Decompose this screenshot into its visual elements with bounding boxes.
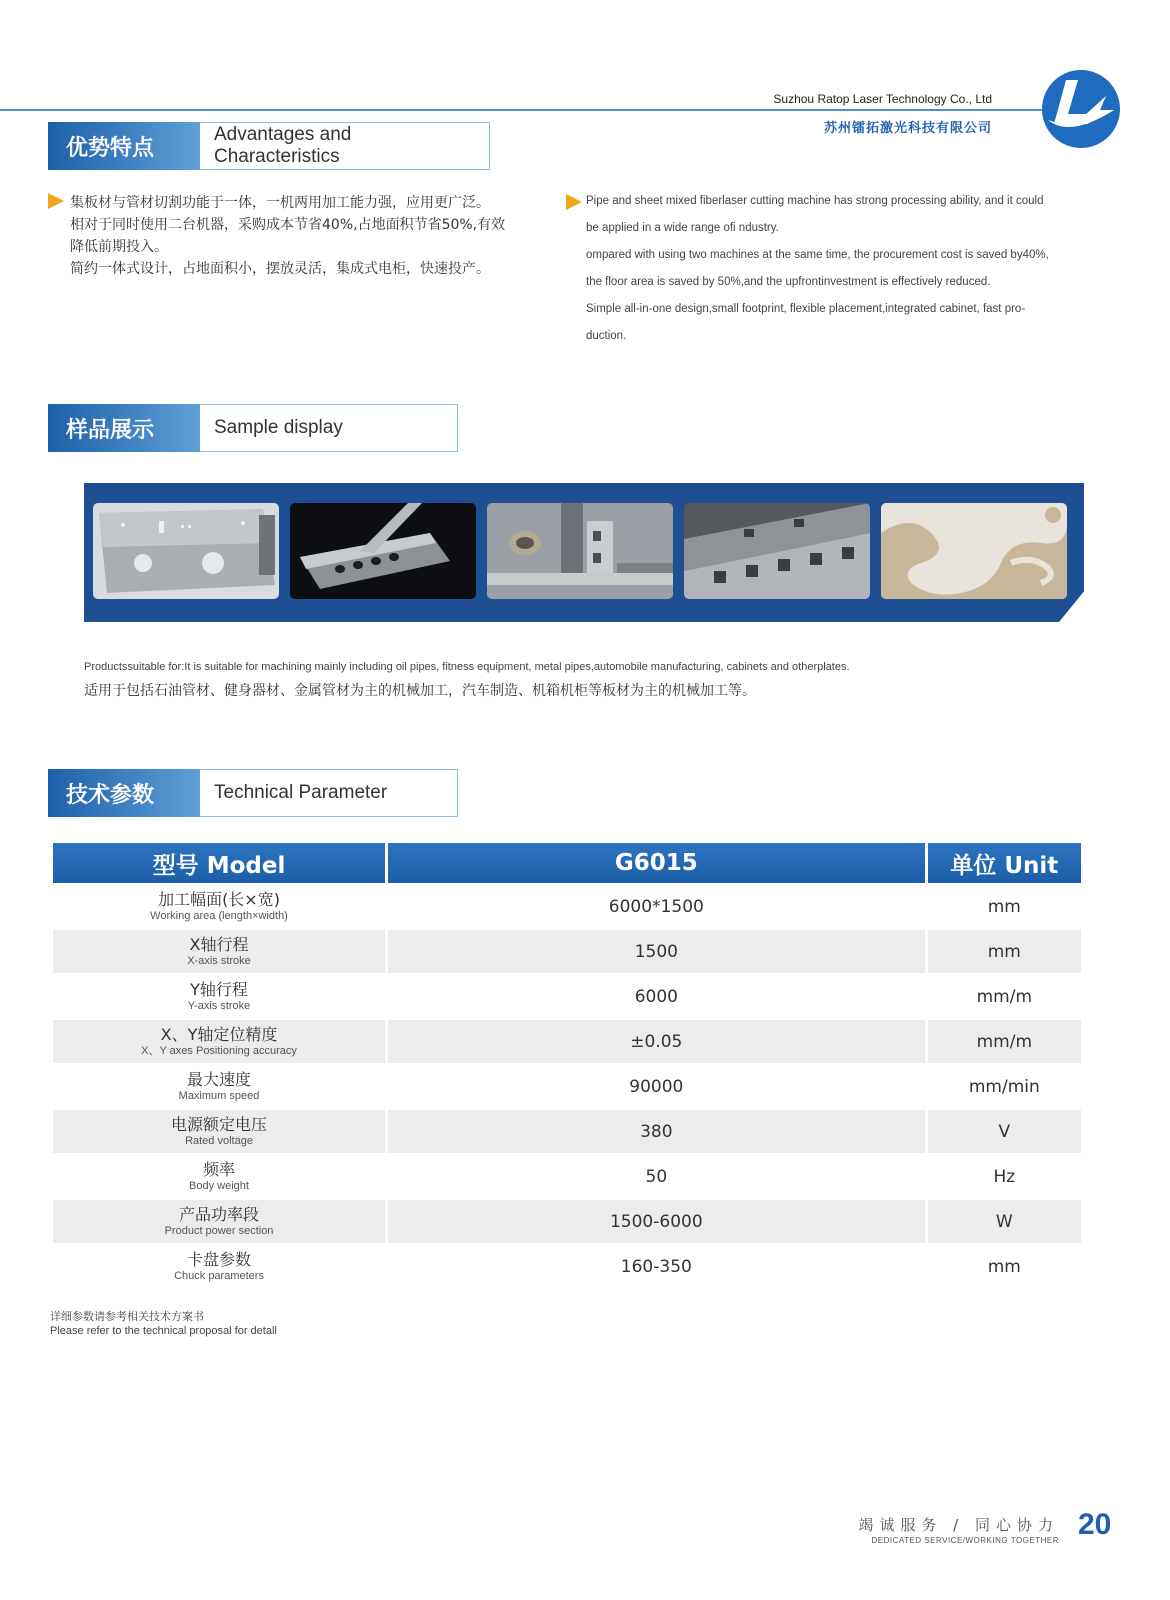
header-unit: 单位 Unit	[928, 843, 1081, 883]
param-name-en: Body weight	[189, 1180, 249, 1192]
param-value: 50	[388, 1155, 925, 1198]
param-name-en: X、Y axes Positioning accuracy	[141, 1045, 297, 1057]
param-name-cn: Y轴行程	[190, 980, 248, 999]
advantages-cn-line: 简约一体式设计，占地面积小，摆放灵活，集成式电柜，快速投产。	[70, 261, 490, 277]
param-unit: mm	[928, 1245, 1081, 1288]
param-name-cn: 最大速度	[187, 1070, 252, 1089]
page-number: 20	[1078, 1508, 1112, 1541]
company-name-en: Suzhou Ratop Laser Technology Co., Ltd	[773, 92, 992, 106]
param-name	[53, 1065, 385, 1108]
param-name-cn: 卡盘参数	[187, 1250, 252, 1269]
param-unit: mm	[928, 930, 1081, 973]
advantages-en-line: ompared with using two machines at the same time, the procurement cost is saved by40%,	[586, 249, 1049, 261]
param-name	[53, 930, 385, 973]
param-value: 160-350	[388, 1245, 925, 1288]
table-row	[53, 1155, 1081, 1198]
advantages-heading	[48, 122, 490, 170]
param-name	[53, 885, 385, 928]
sample-image-decorative-panel	[881, 503, 1067, 599]
proposal-note-cn: 详细参数请参考相关技术方案书	[50, 1311, 204, 1323]
param-name-cn: 电源额定电压	[171, 1115, 268, 1134]
ratop-logo-icon	[1040, 68, 1122, 150]
advantages-title-cn: 优势特点	[48, 122, 200, 170]
footer-slogan-cn: 竭诚服务 / 同心协力	[858, 1516, 1059, 1534]
advantages-en-line: duction.	[586, 330, 627, 342]
samples-heading	[48, 404, 458, 452]
sample-image-square-tubes	[487, 503, 673, 599]
advantages-en-line: Simple all-in-one design,small footprint, flexible placement,integrated cabinet, fast pro-	[586, 303, 1026, 315]
param-name-en: X-axis stroke	[187, 955, 251, 967]
param-value: 1500-6000	[388, 1200, 925, 1243]
advantages-cn-line: 降低前期投入。	[70, 239, 168, 255]
table-row	[53, 1020, 1081, 1063]
samples-title-en: Sample display	[200, 404, 458, 452]
param-name-cn: 产品功率段	[179, 1205, 260, 1224]
param-name-en: Y-axis stroke	[187, 1000, 251, 1012]
param-name-en: Rated voltage	[185, 1135, 253, 1147]
param-name-cn: 频率	[203, 1160, 236, 1179]
param-name-en: Product power section	[164, 1225, 274, 1237]
param-name-en: Working area (length×width)	[150, 910, 288, 922]
header-model-value: G6015	[388, 843, 925, 883]
tech-heading	[48, 769, 458, 817]
param-name	[53, 1020, 385, 1063]
company-name-cn: 苏州镭拓激光科技有限公司	[823, 120, 992, 135]
param-unit: W	[928, 1200, 1081, 1243]
table-row	[53, 885, 1081, 928]
table-row	[53, 930, 1081, 973]
table-row	[53, 1065, 1081, 1108]
param-value: 380	[388, 1110, 925, 1153]
param-name-cn: X、Y轴定位精度	[160, 1025, 278, 1044]
param-value: ±0.05	[388, 1020, 925, 1063]
param-unit: mm	[928, 885, 1081, 928]
param-value: 1500	[388, 930, 925, 973]
param-name	[53, 1110, 385, 1153]
footer-slogan-en: DEDICATED SERVICE/WORKING TOGETHER	[871, 1536, 1059, 1545]
param-unit: V	[928, 1110, 1081, 1153]
advantages-en-line: Pipe and sheet mixed fiberlaser cutting machine has strong processing ability, and it could	[586, 195, 1044, 207]
suitable-for-en: Productssuitable for:It is suitable for machining mainly including oil pipes, fitness equipment, metal pipes,automobile manufacturing, cabinets and otherplates.	[84, 661, 850, 673]
param-name	[53, 975, 385, 1018]
param-name-en: Maximum speed	[178, 1090, 260, 1102]
sample-image-round-tube	[290, 503, 476, 599]
advantages-en-line: be applied in a wide range ofi ndustry.	[586, 222, 779, 234]
parameter-table	[50, 841, 1084, 1290]
param-unit: mm/m	[928, 975, 1081, 1018]
table-row	[53, 975, 1081, 1018]
param-name	[53, 1155, 385, 1198]
param-unit: Hz	[928, 1155, 1081, 1198]
sample-image-punched-tube	[684, 503, 870, 599]
param-value: 6000*1500	[388, 885, 925, 928]
param-unit: mm/min	[928, 1065, 1081, 1108]
proposal-note	[50, 1310, 277, 1338]
table-row	[53, 1110, 1081, 1153]
advantages-text-en	[566, 188, 1086, 350]
tech-title-cn: 技术参数	[48, 769, 200, 817]
param-name-cn: X轴行程	[189, 935, 249, 954]
param-name-cn: 加工幅面(长×宽)	[158, 890, 280, 909]
advantages-cn-line: 集板材与管材切割功能于一体，一机两用加工能力强，应用更广泛。	[70, 195, 490, 211]
sample-image-sheet-plate	[93, 503, 279, 599]
advantages-text-cn	[48, 192, 558, 280]
tech-title-en: Technical Parameter	[200, 769, 458, 817]
header-rule	[0, 109, 1058, 111]
param-name	[53, 1200, 385, 1243]
param-name	[53, 1245, 385, 1288]
param-unit: mm/m	[928, 1020, 1081, 1063]
param-value: 90000	[388, 1065, 925, 1108]
advantages-en-line: the floor area is saved by 50%,and the upfrontinvestment is effectively reduced.	[586, 276, 991, 288]
advantages-title-en: Advantages and Characteristics	[200, 122, 490, 170]
param-value: 6000	[388, 975, 925, 1018]
header-model: 型号 Model	[53, 843, 385, 883]
samples-title-cn: 样品展示	[48, 404, 200, 452]
param-name-en: Chuck parameters	[174, 1270, 264, 1282]
table-header-row	[53, 843, 1081, 883]
table-row	[53, 1200, 1081, 1243]
proposal-note-en: Please refer to the technical proposal for detall	[50, 1325, 277, 1337]
table-row	[53, 1245, 1081, 1288]
suitable-for-cn: 适用于包括石油管材、健身器材、金属管材为主的机械加工，汽车制造、机箱机柜等板材为主的机械加工等。	[84, 683, 756, 699]
advantages-cn-line: 相对于同时使用二台机器，采购成本节省40%,占地面积节省50%,有效	[70, 217, 506, 233]
